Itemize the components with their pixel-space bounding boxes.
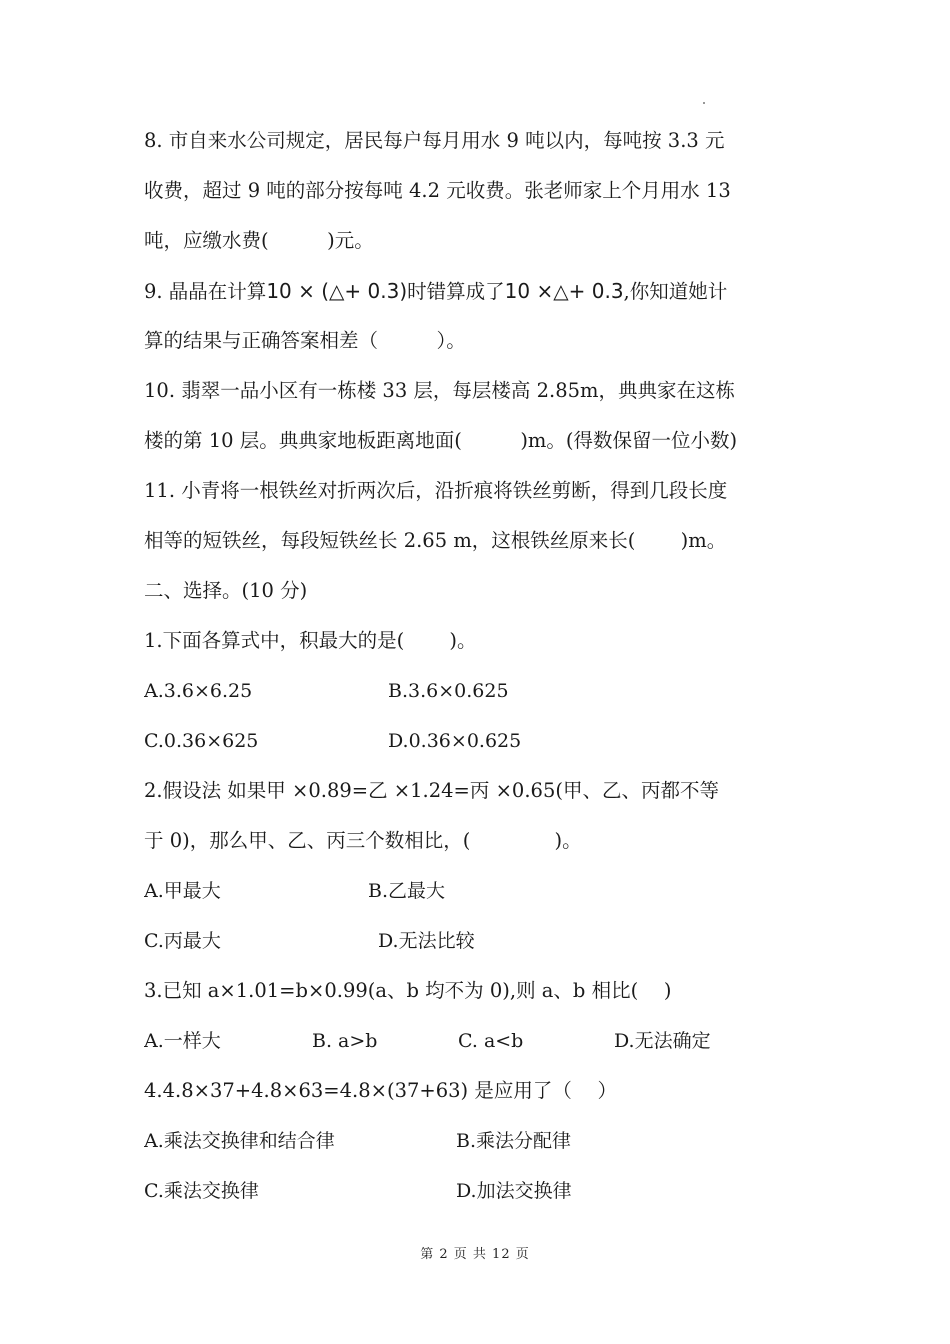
mc3-option-c: C. a<b [458, 1030, 524, 1052]
section2-heading: 二、选择。(10 分) [144, 579, 308, 602]
mc2-options-row-1 [144, 866, 812, 916]
mc1-options-row-1 [144, 666, 812, 716]
scan-dot [703, 102, 705, 104]
mc2-option-d: D.无法比较 [378, 930, 475, 952]
mc1-option-c: C.0.36×625 [144, 730, 259, 752]
q9-line-1 [144, 266, 812, 316]
mc3-options-row [144, 1016, 812, 1066]
q9-middle: 时错算成了 [407, 280, 505, 303]
mc3-option-d: D.无法确定 [614, 1030, 711, 1052]
q10-line-1: 10. 翡翠一品小区有一栋楼 33 层，每层楼高 2.85m，典典家在这栋 [144, 379, 736, 402]
q8-line-1: 8. 市自来水公司规定，居民每户每月用水 9 吨以内，每吨按 3.3 元 [144, 129, 725, 152]
mc1-option-a: A.3.6×6.25 [144, 680, 253, 702]
mc3-option-b: B. a>b [312, 1030, 378, 1052]
mc4-option-b: B.乘法分配律 [456, 1130, 572, 1152]
mc2-option-b: B.乙最大 [368, 880, 446, 902]
q8-line-2: 收费，超过 9 吨的部分按每吨 4.2 元收费。张老师家上个月用水 13 [144, 179, 731, 202]
mc1-option-d: D.0.36×0.625 [388, 730, 522, 752]
q9-expression-correct: 10 × (△+ 0.3) [266, 279, 408, 303]
mc1-options-row-2 [144, 716, 812, 766]
q11-line-2: 相等的短铁丝，每段短铁丝长 2.65 m，这根铁丝原来长( )m。 [144, 529, 727, 552]
mc4-option-c: C.乘法交换律 [144, 1180, 259, 1202]
mc4-option-d: D.加法交换律 [456, 1180, 572, 1202]
mc4-option-a: A.乘法交换律和结合律 [144, 1130, 335, 1152]
q11-line-1: 11. 小青将一根铁丝对折两次后，沿折痕将铁丝剪断，得到几段长度 [144, 479, 728, 502]
page-content [144, 116, 812, 1216]
q10-line-2: 楼的第 10 层。典典家地板距离地面( )m。(得数保留一位小数) [144, 429, 738, 452]
q9-prefix: 9. 晶晶在计算 [144, 280, 267, 303]
mc4-options-row-2 [144, 1166, 812, 1216]
q9-line-2: 算的结果与正确答案相差（ ）。 [144, 329, 466, 352]
mc2-options-row-2 [144, 916, 812, 966]
mc2-option-c: C.丙最大 [144, 930, 221, 952]
q8-line-3: 吨，应缴水费( )元。 [144, 229, 374, 252]
mc2-line-2: 于 0)，那么甲、乙、丙三个数相比，( )。 [144, 829, 582, 852]
mc4-stem: 4.4.8×37+4.8×63=4.8×(37+63) 是应用了（ ） [144, 1079, 618, 1102]
mc1-option-b: B.3.6×0.625 [388, 680, 509, 702]
mc2-line-1: 2.假设法 如果甲 ×0.89=乙 ×1.24=丙 ×0.65(甲、乙、丙都不等 [144, 779, 719, 802]
mc4-options-row-1 [144, 1116, 812, 1166]
mc2-option-a: A.甲最大 [144, 880, 221, 902]
mc3-stem: 3.已知 a×1.01=b×0.99(a、b 均不为 0),则 a、b 相比( ) [144, 979, 672, 1002]
mc1-stem: 1.下面各算式中，积最大的是( )。 [144, 629, 477, 652]
q9-suffix: ,你知道她计 [623, 280, 728, 303]
page-footer: 第 2 页 共 12 页 [420, 1247, 530, 1262]
mc3-option-a: A.一样大 [144, 1030, 221, 1052]
q9-expression-wrong: 10 ×△+ 0.3 [504, 279, 624, 303]
